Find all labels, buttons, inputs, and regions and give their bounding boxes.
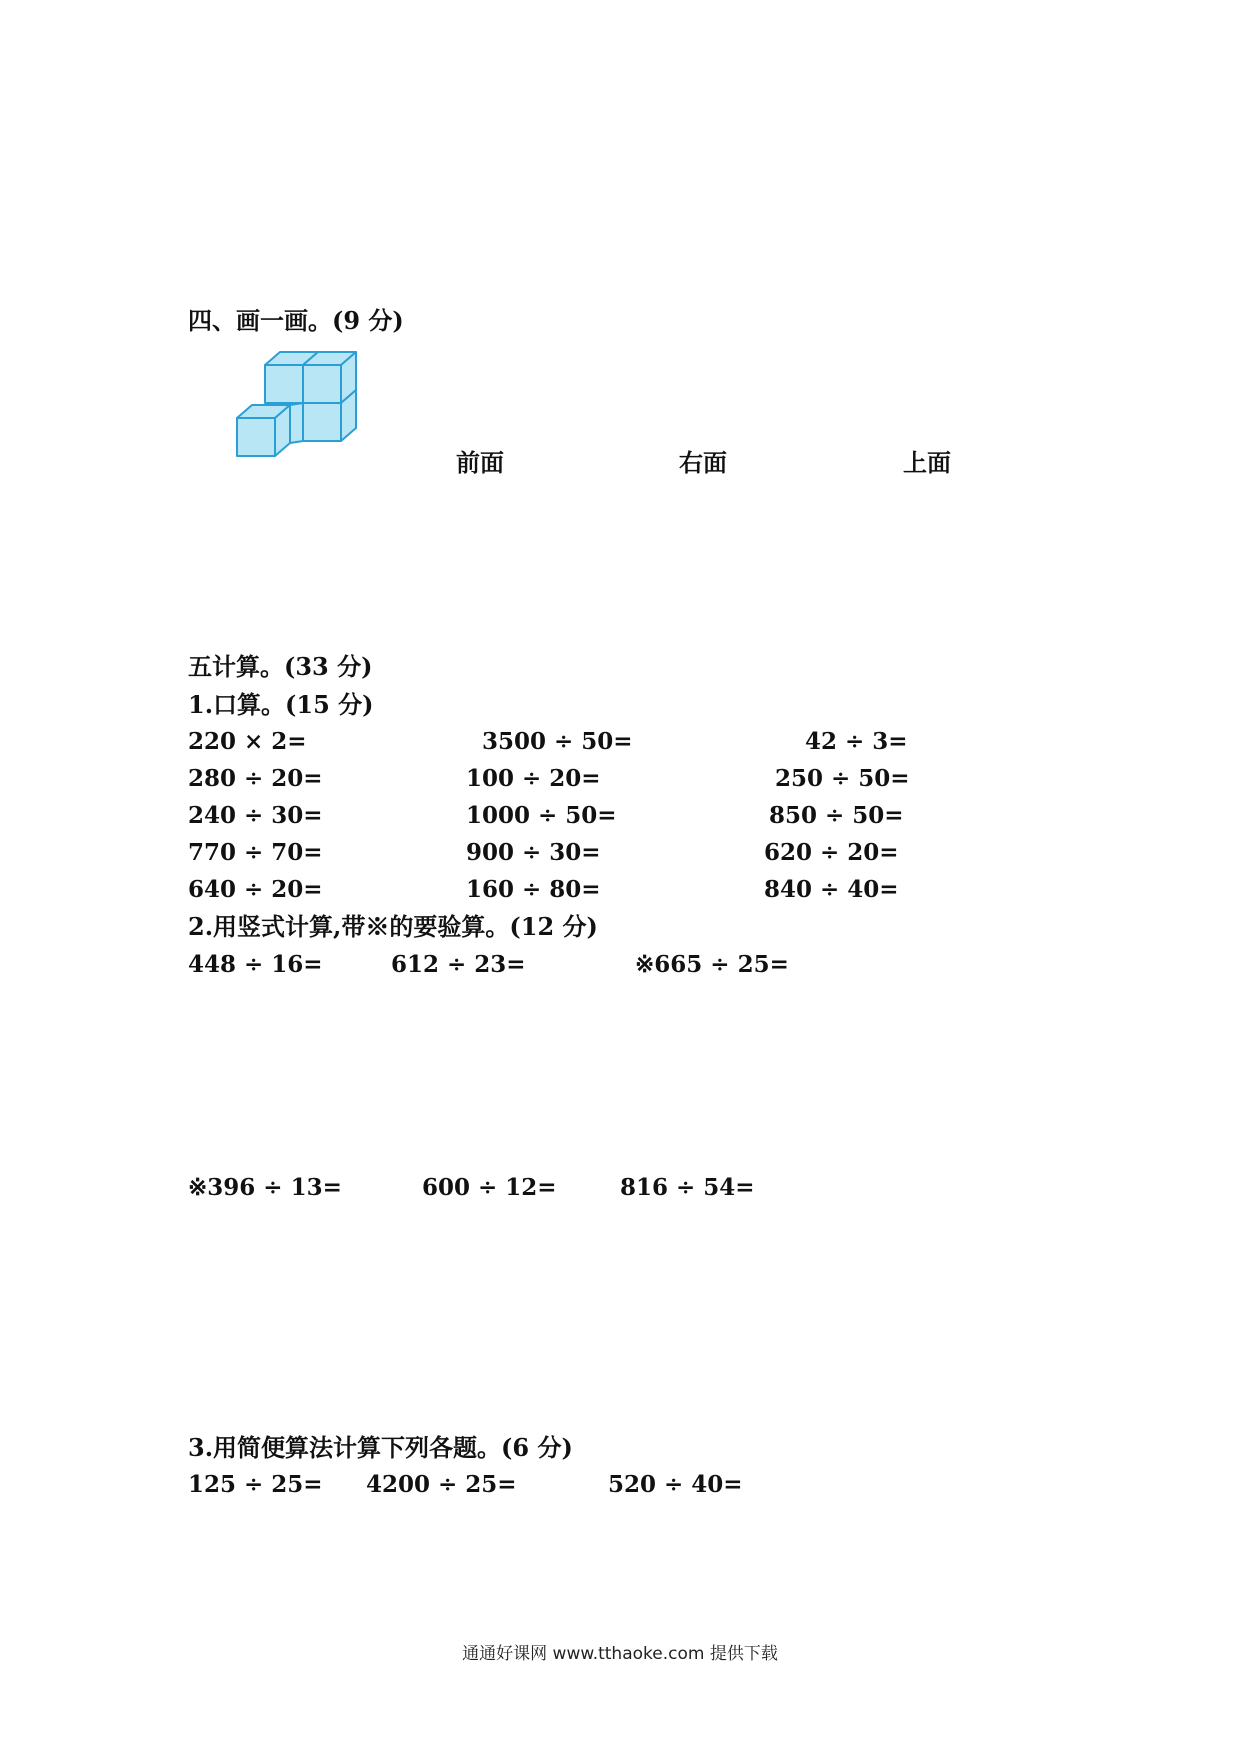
part3-title: 3.用简便算法计算下列各题。(6 分) [188, 1433, 573, 1462]
mental-math-item: 3500 ÷ 50= [482, 728, 633, 755]
part1-title: 1.口算。(15 分) [188, 690, 374, 719]
mental-math-item: 1000 ÷ 50= [466, 802, 617, 829]
section5-title: 五计算。(33 分) [188, 652, 373, 681]
cube-front-face [237, 418, 275, 456]
view-label-right: 右面 [679, 448, 727, 477]
mental-math-item: 770 ÷ 70= [188, 839, 323, 866]
long-division-item: ※396 ÷ 13= [188, 1174, 342, 1201]
mental-math-item: 42 ÷ 3= [805, 728, 908, 755]
long-division-item: 612 ÷ 23= [391, 951, 526, 978]
long-division-item: 600 ÷ 12= [422, 1174, 557, 1201]
cube-stack-figure [232, 350, 362, 480]
simplified-calc-item: 4200 ÷ 25= [366, 1471, 517, 1498]
view-label-front: 前面 [456, 448, 504, 477]
part2-title: 2.用竖式计算,带※的要验算。(12 分) [188, 912, 598, 941]
mental-math-item: 900 ÷ 30= [466, 839, 601, 866]
mental-math-item: 220 × 2= [188, 728, 307, 755]
mental-math-item: 620 ÷ 20= [764, 839, 899, 866]
cube-front-face [265, 365, 303, 403]
cube-front-face [303, 365, 341, 403]
mental-math-item: 280 ÷ 20= [188, 765, 323, 792]
simplified-calc-item: 125 ÷ 25= [188, 1471, 323, 1498]
long-division-item: 448 ÷ 16= [188, 951, 323, 978]
section4-title: 四、画一画。(9 分) [188, 306, 404, 335]
mental-math-item: 640 ÷ 20= [188, 876, 323, 903]
mental-math-item: 850 ÷ 50= [769, 802, 904, 829]
mental-math-item: 160 ÷ 80= [466, 876, 601, 903]
footer-credit: 通通好课网 www.tthaoke.com 提供下载 [462, 1644, 778, 1664]
simplified-calc-item: 520 ÷ 40= [608, 1471, 743, 1498]
mental-math-item: 840 ÷ 40= [764, 876, 899, 903]
cube-front-face [303, 403, 341, 441]
long-division-item: ※665 ÷ 25= [635, 951, 789, 978]
mental-math-item: 240 ÷ 30= [188, 802, 323, 829]
mental-math-item: 100 ÷ 20= [466, 765, 601, 792]
mental-math-item: 250 ÷ 50= [775, 765, 910, 792]
view-label-top: 上面 [903, 448, 951, 477]
cube-side-face [290, 403, 303, 443]
long-division-item: 816 ÷ 54= [620, 1174, 755, 1201]
